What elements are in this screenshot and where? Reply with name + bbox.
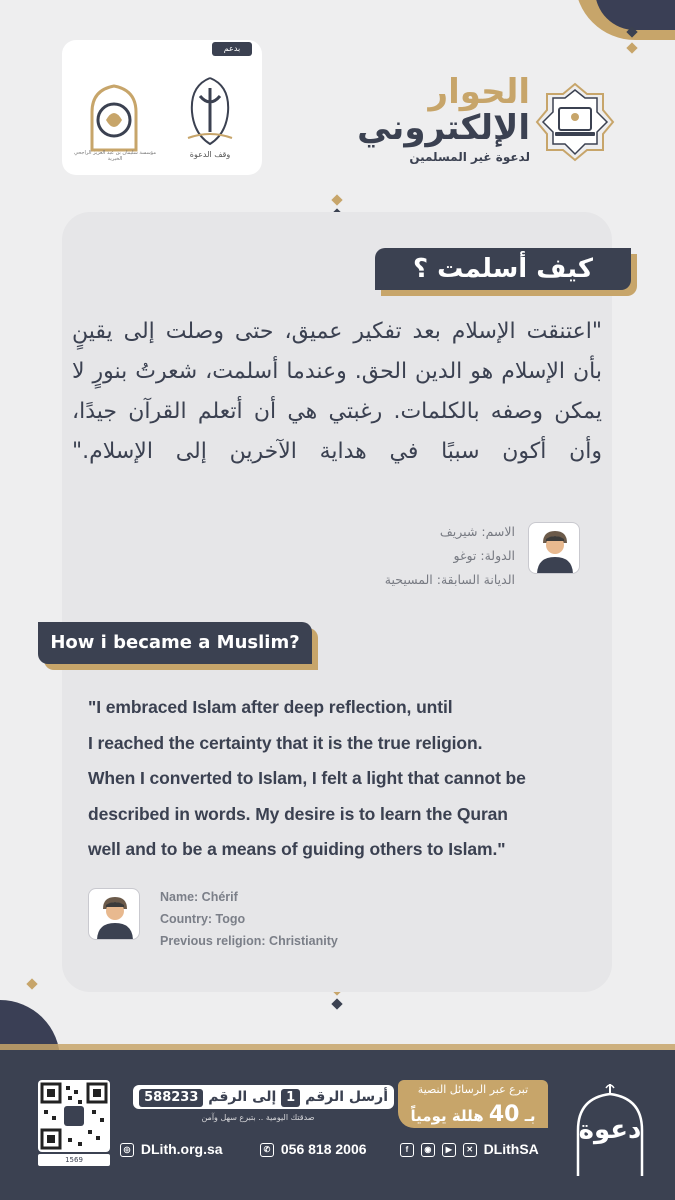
english-person-details [160, 886, 420, 952]
arabic-country: الدولة: توغو [453, 548, 515, 563]
sms-line [133, 1085, 394, 1109]
dialogue-app-icon [535, 82, 615, 162]
english-title: How i became a Muslim? [38, 622, 312, 664]
english-quote [88, 690, 608, 868]
phone-text: 056 818 2006 [280, 1141, 367, 1157]
arabic-section-title [375, 248, 637, 296]
english-name: Name: Chérif [160, 890, 238, 904]
donate-line1: تبرع عبر الرسائل النصية [417, 1083, 529, 1096]
quote-line: described in words. My desire is to learn the Quran [88, 803, 508, 824]
app-title-line1: الحوار [428, 72, 530, 112]
social-links[interactable] [400, 1138, 539, 1160]
quote-line: "I embraced Islam after deep reflection, until [88, 697, 453, 717]
user-avatar-icon [529, 523, 580, 574]
phone-link[interactable] [260, 1138, 367, 1160]
arabic-name: الاسم: شيريف [439, 524, 515, 539]
sms-digit: 1 [281, 1089, 300, 1107]
quote-line: When I converted to Islam, I felt a light that cannot be [88, 768, 526, 788]
diamond-icon [26, 978, 37, 989]
app-title-line2: الإلكتروني [357, 108, 530, 148]
qr-code-icon[interactable] [38, 1080, 110, 1152]
donate-line2 [400, 1102, 546, 1127]
social-handle: DLithSA [483, 1141, 539, 1157]
rajhi-foundation-logo [78, 82, 150, 154]
website-link[interactable] [120, 1138, 223, 1160]
donate-unit: هللة يومياً [410, 1107, 484, 1125]
dawah-endowment-logo [170, 72, 250, 152]
diamond-icon [331, 998, 342, 1009]
youtube-icon[interactable]: ▶ [442, 1143, 456, 1157]
quote-line: I reached the certainty that it is the true religion. [88, 732, 483, 753]
logo2-caption: وقف الدعوة [189, 150, 231, 159]
arabic-previous-religion: الديانة السابقة: المسيحية [384, 572, 515, 587]
contact-row [120, 1138, 550, 1160]
sms-subtext: صدقتك اليومية .. بتبرع سهل وآمن [201, 1113, 315, 1122]
english-country: Country: Togo [160, 912, 246, 926]
app-subtitle: لدعوة غير المسلمين [409, 150, 530, 164]
donate-prefix: بـ [524, 1107, 536, 1125]
globe-icon: ◎ [120, 1143, 134, 1157]
brand-text: دعوة [578, 1115, 642, 1145]
quote-line: well and to be a means of guiding others to Islam." [88, 839, 506, 859]
diamond-icon [331, 194, 342, 205]
arabic-title: كيف أسلمت ؟ [375, 248, 631, 290]
qr-caption: 1569 [38, 1154, 110, 1166]
donate-amount: 40 [488, 1102, 520, 1127]
user-avatar-icon [89, 889, 140, 940]
facebook-icon[interactable]: f [400, 1143, 414, 1157]
app-title [330, 74, 530, 146]
avatar [88, 888, 140, 940]
arabic-quote: "اعتنقت الإسلام بعد تفكير عميق، حتى وصلت إلى يقينٍ بأن الإسلام هو الدين الحق. وعندما أسلمت، شعرتُ بنورٍ لا يمكن وصفه بالكلمات. رغبتي هي أن أتعلم القرآن جيدًا، وأن أكون سببًا في هداية الآخرين إلى الإسلام." [72, 319, 602, 464]
sms-number: 588233 [139, 1089, 203, 1107]
sms-prefix: أرسل الرقم [305, 1089, 388, 1105]
english-section-title [38, 622, 318, 670]
avatar [528, 522, 580, 574]
english-previous-religion: Previous religion: Christianity [160, 934, 338, 948]
sms-instruction [122, 1085, 394, 1123]
whatsapp-icon: ✆ [260, 1143, 274, 1157]
instagram-icon[interactable]: ◉ [421, 1143, 435, 1157]
diamond-icon [626, 42, 637, 53]
website-text: DLith.org.sa [140, 1141, 223, 1157]
logo1-caption: مؤسسة سليمان بن عبد العزيز الراجحي الخيرية [73, 150, 157, 162]
sms-middle: إلى الرقم [208, 1089, 277, 1105]
support-tag: بدعم [212, 42, 252, 56]
arabic-person-details [300, 520, 515, 592]
x-icon[interactable]: ✕ [463, 1143, 477, 1157]
